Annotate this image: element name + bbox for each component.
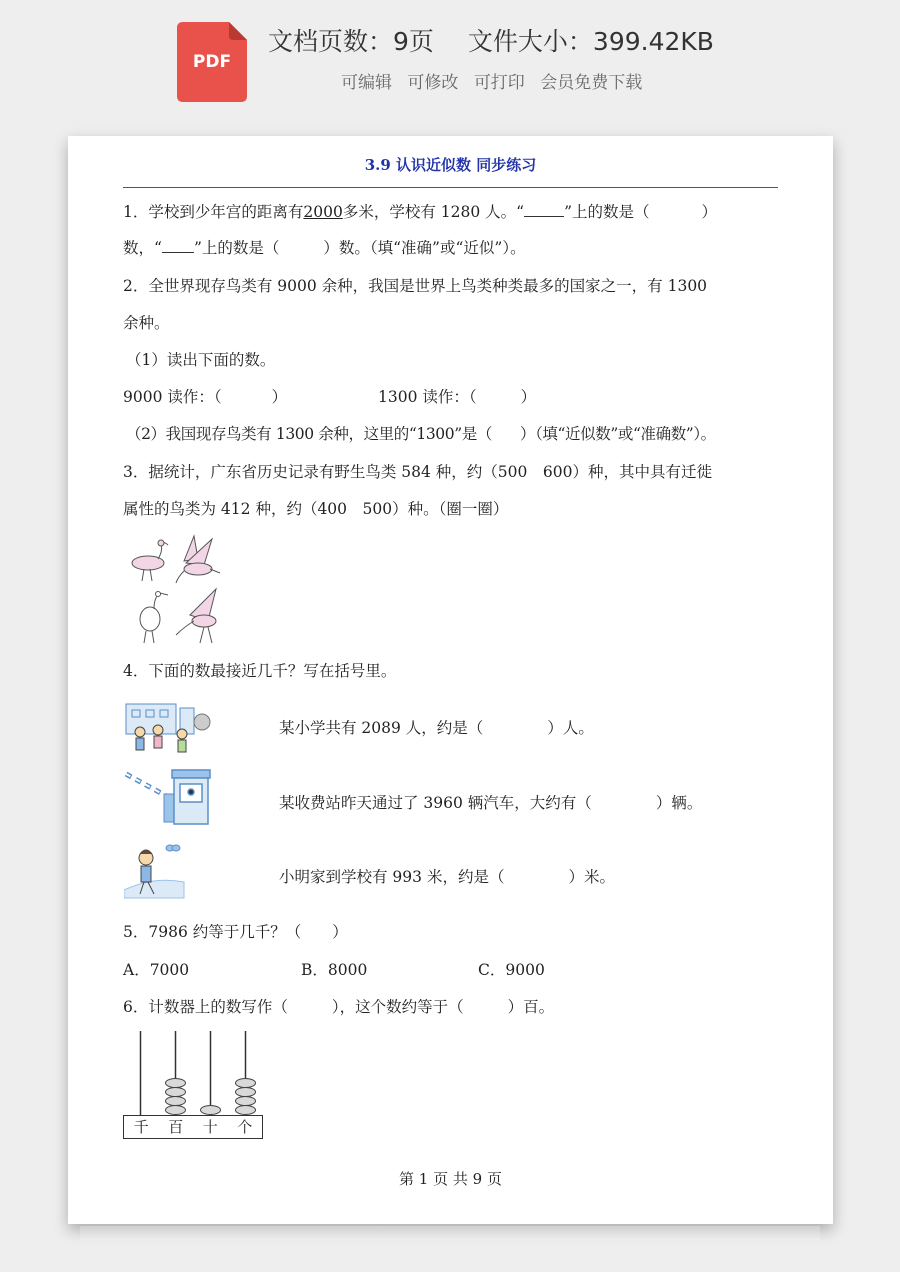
flamingo-standing-icon bbox=[132, 540, 168, 581]
egret-icon bbox=[140, 592, 168, 644]
abacus-bead bbox=[166, 1079, 186, 1088]
abacus-bead bbox=[236, 1097, 256, 1106]
page-count: 文档页数：9页 bbox=[268, 27, 434, 56]
file-banner bbox=[0, 0, 900, 118]
toll-barrier-icon bbox=[126, 774, 174, 822]
pdf-file-icon bbox=[177, 22, 247, 102]
question-3-line-1: 3．据统计，广东省历史记录有野生鸟类 584 种，约（500 600）种，其中具有迁徙 bbox=[123, 463, 712, 481]
butterfly-icon bbox=[166, 845, 180, 851]
question-2-read-9000: 9000 读作：（ ） bbox=[123, 388, 288, 406]
document-page bbox=[68, 136, 833, 1224]
page-footer: 第 1 页 共 9 页 bbox=[399, 1170, 502, 1188]
feature-list bbox=[341, 68, 652, 93]
abacus-bead bbox=[236, 1106, 256, 1115]
question-2-line-1: 2．全世界现存鸟类有 9000 余种，我国是世界上鸟类种类最多的国家之一，有 1300 bbox=[123, 277, 708, 295]
question-1-line-2: 数，“ ”上的数是（ ）数。（填“准确”或“近似”）。 bbox=[123, 239, 526, 257]
question-4-line-1: 4．下面的数最接近几千？写在括号里。 bbox=[123, 662, 397, 680]
feature-printable: 可打印 bbox=[473, 73, 525, 93]
abacus-bead bbox=[166, 1097, 186, 1106]
abacus-label-ones: 个 bbox=[237, 1118, 253, 1136]
question-2-line-2: 余种。 bbox=[123, 314, 170, 332]
flamingo-flying-icon bbox=[176, 536, 220, 583]
abacus-label-hundreds: 百 bbox=[168, 1118, 184, 1136]
question-2-sub-1: （1）读出下面的数。 bbox=[126, 351, 276, 369]
wading-bird-icon bbox=[176, 589, 216, 643]
feature-modifiable: 可修改 bbox=[407, 73, 459, 93]
question-1-line-1: 1．学校到少年宫的距离有2000多米，学校有 1280 人。“ ”上的数是（ ） bbox=[123, 203, 718, 221]
title-divider bbox=[123, 187, 778, 188]
toll-booth-icon bbox=[172, 770, 210, 824]
school-children-illustration bbox=[124, 696, 214, 760]
abacus-label-thousands: 千 bbox=[133, 1118, 149, 1136]
abacus-bead bbox=[166, 1106, 186, 1115]
question-5-line-1: 5．7986 约等于几千？（ ） bbox=[123, 923, 348, 941]
abacus-bead bbox=[236, 1088, 256, 1097]
abacus-bead bbox=[201, 1106, 221, 1115]
question-3-line-2: 属性的鸟类为 412 种，约（400 500）种。（圈一圈） bbox=[123, 500, 509, 518]
children-icon bbox=[135, 725, 187, 752]
blank-underline bbox=[162, 238, 194, 253]
blank-underline bbox=[524, 202, 564, 217]
question-5-option-a: A．7000 bbox=[123, 961, 190, 979]
birds-illustration bbox=[124, 531, 224, 646]
toll-station-illustration bbox=[124, 768, 214, 828]
abacus-counter bbox=[123, 1029, 263, 1139]
question-5-option-b: B．8000 bbox=[301, 961, 368, 979]
question-2-read-1300: 1300 读作：（ ） bbox=[378, 388, 537, 406]
abacus-bead bbox=[236, 1079, 256, 1088]
underlined-2000: 2000 bbox=[303, 203, 343, 221]
question-5-option-c: C．9000 bbox=[478, 961, 545, 979]
abacus-bead bbox=[166, 1088, 186, 1097]
question-6-line-1: 6．计数器上的数写作（ ），这个数约等于（ ）百。 bbox=[123, 998, 555, 1016]
file-size: 文件大小：399.42KB bbox=[467, 27, 714, 56]
pdf-badge-label: PDF bbox=[192, 52, 232, 72]
feature-member-download: 会员免费下载 bbox=[540, 73, 643, 93]
page-shadow bbox=[80, 1226, 820, 1240]
question-2-sub-2: （2）我国现存鸟类有 1300 余种，这里的“1300”是（ ）（填“近似数”或“准确数”）。 bbox=[126, 425, 716, 443]
page-title: 3.9 认识近似数 同步练习 bbox=[364, 156, 537, 174]
question-4-item-2: 某收费站昨天通过了 3960 辆汽车，大约有（ ）辆。 bbox=[279, 794, 703, 812]
abacus-label-tens: 十 bbox=[202, 1118, 218, 1136]
boy-walking-illustration bbox=[124, 840, 214, 904]
file-info bbox=[268, 22, 748, 58]
feature-editable: 可编辑 bbox=[341, 73, 392, 93]
question-4-item-3: 小明家到学校有 993 米，约是（ ）米。 bbox=[279, 868, 615, 886]
question-4-item-1: 某小学共有 2089 人，约是（ ）人。 bbox=[279, 719, 594, 737]
